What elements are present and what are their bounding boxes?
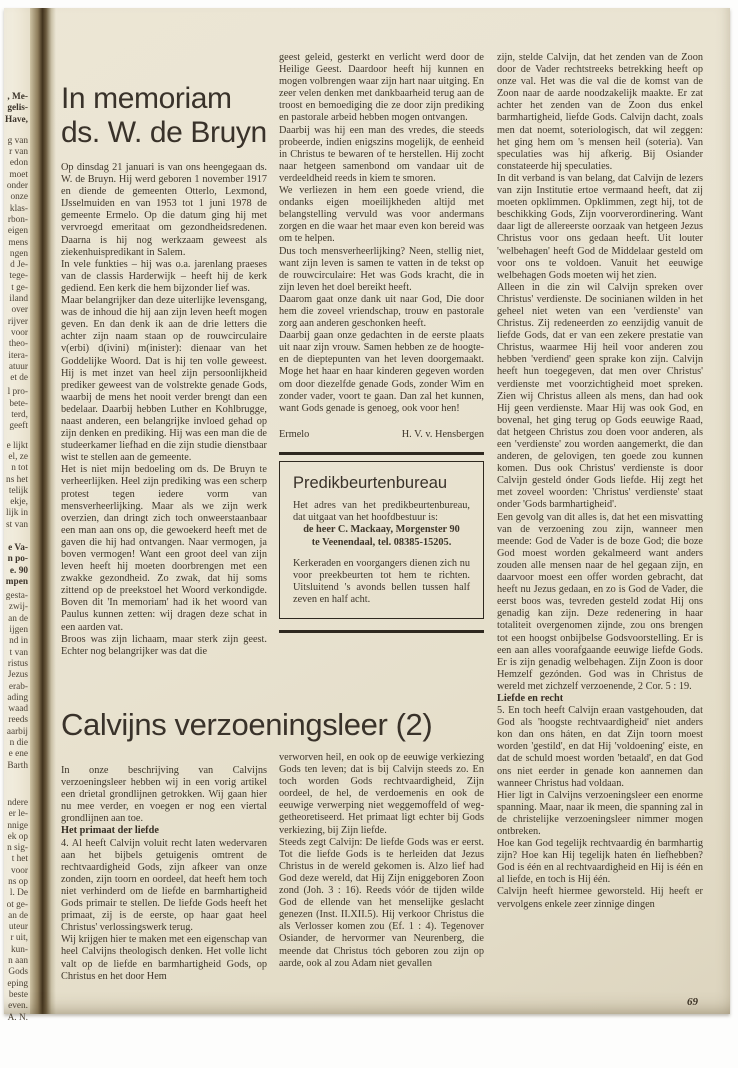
scanned-magazine-page [4,8,730,1023]
address-line-2: te Veenendaal, tel. 08385-15205. [311,536,452,548]
paragraph: 4. Al heeft Calvijn voluit recht laten wedervaren aan het bijbels getuigenis omtrent de rechtvaardigheid Gods, zijn afkeer van onze zonden, zijn toorn en oordeel, dat heeft hem toch niet verhinderd om de liefde en barmhartigheid Gods primair te stellen. De liefde Gods heeft het primaat, zij is de eerste, op haar gaat heel Christus' verlossingswerk terug. [61,837,267,934]
article-calvijn-col3 [497,52,703,911]
article-in-memoriam-col2-body [279,52,484,415]
address-line-1: de heer C. Mackaay, Morgenster 90 [303,524,460,536]
article-calvijn-col2 [279,752,484,970]
article-in-memoriam-col1-body [61,162,267,658]
article-calvijn-col1-body [61,838,267,983]
article-signature [279,429,484,441]
paragraph: Een gevolg van dit alles is, dat het een misvatting van de verzoening zou zijn, wanneer men meende: God de Vader is de boze God; die boze God moest worden gekalmeerd want anders zouden alle mensen naar de hel gegaan zijn, en daarvoor moest een offer worden gebracht, dat heeft nu Jezus gedaan, en zo is God de Vader, die eerst boos was, tevreden gesteld zodat Hij ons genadig kan zijn. Deze redenering in haar totaliteit overgenomen zijnde, zou ons brengen tot een hoogst onbijbelse Godsvoorstelling. Er is een aan alles voorafgaande eeuwige liefde Gods. Er is zijn genadig welbehagen. Zijn Zoon is door Hemzelf gezónden. God was in Christus de wereld met zichzelf verzoenende, 2 Cor. 5 : 19. [497,511,703,692]
article-in-memoriam-title [61,82,267,150]
spine-fragment-group: g van r van edon moet onder onze klas- rbon- eigen mens ngen d Je- tege- t ge- iland over rijver voor theo- itera- atuur et de [6,135,28,384]
paragraph: Calvijn heeft hiermee geworsteld. Hij heeft er vervolgens enkele zeer zinnige dingen [497,886,703,910]
paragraph: Daarbij was hij een man des vredes, die steeds probeerde, indien enigszins mogelijk, de eenheid in Christus te bewaren of te herstellen. Hij zocht naar hetgeen samenbond om vandaar uit de verdeeldheid reeds in kiem te smoren. [279,124,484,184]
paragraph: Dus toch mensverheerlijking? Neen, stellig niet, want zijn leven is samen te vatten in de tekst op de rouwcirculaire: Het was Gods kracht, die in zijn leven het doel bereikt heeft. [279,245,484,293]
predikbeurtenbureau-title: Predikbeurtenbureau [293,473,448,492]
paragraph: Alleen in die zin wil Calvijn spreken over Christus' verdienste. De socinianen wilden in het geheel niet weten van een 'verdienste' van Christus. Zij redeneerden zo eenzijdig vanuit de liefde Gods, dat er van een zekere prestatie van Christus, waarmee Hij heil voor anderen zou hebben 'verdiend' geen sprake kon zijn. Calvijn heeft hun toegegeven, dat men over Christus' verdienste met voorzichtigheid moet spreken. Zien wij Christus alleen als mens, dan had ook Hij geen verdienste. Maar Hij was ook God, en bovenal, het ging terug op Gods eeuwige Raad, dat hetgeen Christus zou doen voor anderen, als een 'verdienste' zou worden aangemerkt, die dan anderen, de gelovigen, ten goede zou kunnen komen. Dus ook Christus' verdienste is door Calvijn gesteld ónder Gods liefde. Hij zegt het met zoveel woorden: 'Christus' verdienste' staat onder 'Gods barmhartigheid'. [497,281,703,511]
page-number: 69 [687,996,698,1008]
article-calvijn-col3-body-b [497,705,703,911]
spine-fragment-group: e Va- n po- e. 90 mpen [5,542,28,587]
predikbeurtenbureau-intro: Het adres van het predikbeurtenbureau, dat uitgaat van het hoofdbestuur is: [293,499,470,523]
paragraph: Hier ligt in Calvijns verzoeningsleer een enorme spanning. Maar, naar ik meen, die spanning zal in de christelijke verzoeningsleer nimmer mogen ontbreken. [497,789,703,837]
predikbeurtenbureau-box [279,461,484,620]
paragraph: In vele funkties – hij was o.a. jarenlang praeses van de classis Harderwijk – heeft hij de kerk gediend. Een kerk die hem bijzonder lief was. [61,258,267,294]
paragraph: Wij krijgen hier te maken met een eigenschap van heel Calvijns theologisch denken. Het volle licht valt op de liefde en barmhartigheid Gods, op Christus en het door Hem [61,934,268,982]
subhead-liefde-en-recht: Liefde en recht [497,692,564,704]
calvijn-intro-paragraph: In onze beschrijving van Calvijns verzoeningsleer hebben wij in een vorig artikel een drietal grondlijnen getrokken. Wij gaan hier nu mee verder, en voegen er nog een viertal grondlijnen aan toe. [61,765,267,825]
paragraph: Hoe kan God tegelijk rechtvaardig én barmhartig zijn? Hoe kan Hij tegelijk haten én liefhebben? God is één en al rechtvaardigheid en Hij is één en al liefde, en toch is Hij één. [497,838,703,886]
paragraph: Het is niet mijn bedoeling om ds. De Bruyn te verheerlijken. Heel zijn prediking was een scherp protest tegen iedere vorm van mensverheerlijking. Maar als we zijn werk overzien, dan dringt zich toch onweerstaanbaar een man aan ons op, die gewoekerd heeft met de gaven die hij had ontvangen. Naar vermogen, ja boven vermogen! Want een groot deel van zijn leven heeft hij moeten doorbrengen met een zwakke gezondheid. Zo zwak, dat hij soms zittend op de preekstoel het Woord verkondigde. Boven dit 'In memoriam' had ik het woord van Paulus kunnen zetten: wij dragen deze schat in een aarden vat. [61,464,267,633]
title-line-2: ds. W. de Bruyn [61,116,267,149]
spine-shadow [30,8,56,1014]
paragraph: Steeds zegt Calvijn: De liefde Gods was er eerst. Tot die liefde Gods is te herleiden dat Jezus Christus in de wereld gekomen is. Alzo lief had God deze wereld, dat Hij Zijn eniggeboren Zoon zond (Joh. 3 : 16). Reeds vóór de tijden wilde God de ellende van het menselijke geslacht genezen (Inst. II.XII.5). Hij verkoor Christus die als Verlosser komen zou (Ef. 1 : 4). Tegenover Osiander, de hervormer van Neurenberg, die meende dat Christus tóch geboren zou zijn op aarde, ook al zou Adam niet gevallen [279,836,484,969]
paragraph: Daarom gaat onze dank uit naar God, Die door hem die zoveel vriendschap, trouw en pastorale zorg aan anderen geschonken heeft. [279,293,484,330]
spine-fragment-group: ndere er le- nnige ek op n sig- t het voor ns op l. De ot ge- an de uteur r uit, kun- n aan Gods eping beste even. A. N. [6,797,28,1023]
paragraph: In dit verband is van belang, dat Calvijn de lezers van zijn Institutie ertoe vermaand heeft, dat zij moeten opklimmen. Opklimmen, zegt hij, tot de beschikking Gods, Zijn voorverordinering. Want daar ligt de allereerste oorzaak van hetgeen Jezus Christus voor ons gedaan heeft. Uit louter 'welbehagen' heeft God de Middelaar gesteld om voor ons te voldoen. Vanuit het eeuwige welbehagen Gods moeten wij het zien. [497,172,703,281]
paragraph: Maar belangrijker dan deze uiterlijke levensgang, was de inhoud die hij aan zijn leven heeft mogen geven. En dan denk ik aan de drie letters die achter zijn naam staan op de rouwcirculaire v(erbi) d(ivini) m(inister): dienaar van het Goddelijke Woord. Dat is hij ten volle geweest. Hij is met inzet van heel zijn persoonlijkheid prediker geweest van de volstrekte genade Gods, waarbij de mens het nooit verder brengt dan een bedelaar. Daarbij hebben Luther en Kohlbrugge, naast anderen, een belangrijke invloed gehad op zijn denken en prediking. Hij was een man die de studeerkamer liefhad en die zijn studie dienstbaar wist te stellen aan de gemeente. [61,295,267,464]
paragraph: zijn, stelde Calvijn, dat het zenden van de Zoon door de Vader rechtstreeks betrekking heeft op onze val. Het was die val die de komst van de Zoon naar de aarde noodzakelijk maakte. Er zat achter het zenden van de Zoon dus enkel barmhartigheid, liefde Gods. Calvijn dacht, zoals men dat noemt, soteriologisch, dat wil zeggen: het ging hem om 's mensen heil (soteria). Van speculaties was hij afkerig. Bij Osiander constateerde hij speculaties. [497,52,703,172]
predikbeurtenbureau-note: Kerkeraden en voorgangers dienen zich nu voor preekbeurten tot hem te richten. Uitsluitend 's avonds bellen tussen half zeven en half acht. [293,558,470,606]
article-calvijn-title: Calvijns verzoeningsleer (2) [61,707,433,742]
paragraph: We verliezen in hem een goede vriend, die ondanks eigen moeilijkheden altijd met belangstelling vervuld was voor andermans zorgen en die waar het maar even kon bereid was om te helpen. [279,185,484,245]
title-line-1: In memoriam [61,82,232,115]
spine-fragment-group: , Me- gelis- Have, [5,92,28,125]
spine-fragment-group: e lijkt el, ze n tot ns het telijk ekje, lijk in st van [6,440,28,530]
paragraph: verworven heil, en ook op de eeuwige verkiezing Gods ten leven; dat is bij Calvijn steeds zo. En toch worden Gods rechtvaardigheid, Zijn oordeel, de hel, de verdoemenis en ook de eeuwige verwerping niet weggemoffeld of weg-getheoretiseerd. Het primaat ligt echter bij Gods verkiezing, bij Zijn liefde. [279,752,484,836]
paragraph: Daarbij gaan onze gedachten in de eerste plaats uit naar zijn vrouw. Samen hebben ze de hoogte- en de dieptepunten van het leven doorgemaakt. Moge het haar en haar kinderen gegeven worden om door diezelfde genade Gods, zonder Wim en zonder vader, voort te gaan. Dan zal het kunnen, want Gods genade is genoeg, ook voor hen! [279,330,484,414]
article-calvijn-col1 [61,765,267,983]
article-in-memoriam-col1 [61,82,267,658]
spine-fragment-group: gesta- zwij- an de ijgen nd in t van ristus Jezus erab- ading waad reeds aarbij n die e ene Barth [5,591,28,771]
divider-rule-top [279,452,484,455]
paragraph: 5. En toch heeft Calvijn eraan vastgehouden, dat God als 'hoogste rechtvaardigheid' niet anders kon dan ons háten, en dat Zijn toorn moest worden 'gestild', en dat Hij 'voldoening' eiste, en dat de schuld moest worden 'betaald', en dat God ons niet eerder in genade kon aannemen dan wanneer Christus had voldaan. [497,705,703,789]
spine-fragment-group: l pro- bete- terd, geeft [7,387,28,432]
paragraph: geest geleid, gesterkt en verlicht werd door de Heilige Geest. Daardoor heeft hij kunnen en mogen volbrengen waar zijn hart naar uitging. En zeer velen denken met dankbaarheid terug aan de troost en bemoediging die ze door zijn prediking en pastorale arbeid hebben mogen ontvangen. [279,52,484,124]
paragraph: Broos was zijn lichaam, maar sterk zijn geest. Echter nog belangrijker was dat die [61,633,267,657]
signature-author: H. V. v. Hensbergen [401,428,484,440]
subhead-primaat-der-liefde: Het primaat der liefde [61,825,159,837]
divider-rule-bottom [279,630,484,633]
signature-place: Ermelo [279,428,310,440]
spine-fragments [4,92,28,1024]
predikbeurtenbureau-address [293,524,470,549]
article-calvijn-col2-body [279,752,484,970]
paragraph: Op dinsdag 21 januari is van ons heengegaan ds. W. de Bruyn. Hij werd geboren 1 november 1917 en diende de gemeenten Otterlo, Lexmond, IJsselmuiden en van 1953 tot 1 juni 1978 de gemeente Ermelo. Op die datum ging hij met vervroegd emeritaat om gezondheidsredenen. Daarna is hij nog werkzaam geweest als ziekenhuispredikant in Salem. [61,162,267,258]
article-calvijn-col3-body-a [497,52,703,693]
article-in-memoriam-col2 [279,52,484,633]
